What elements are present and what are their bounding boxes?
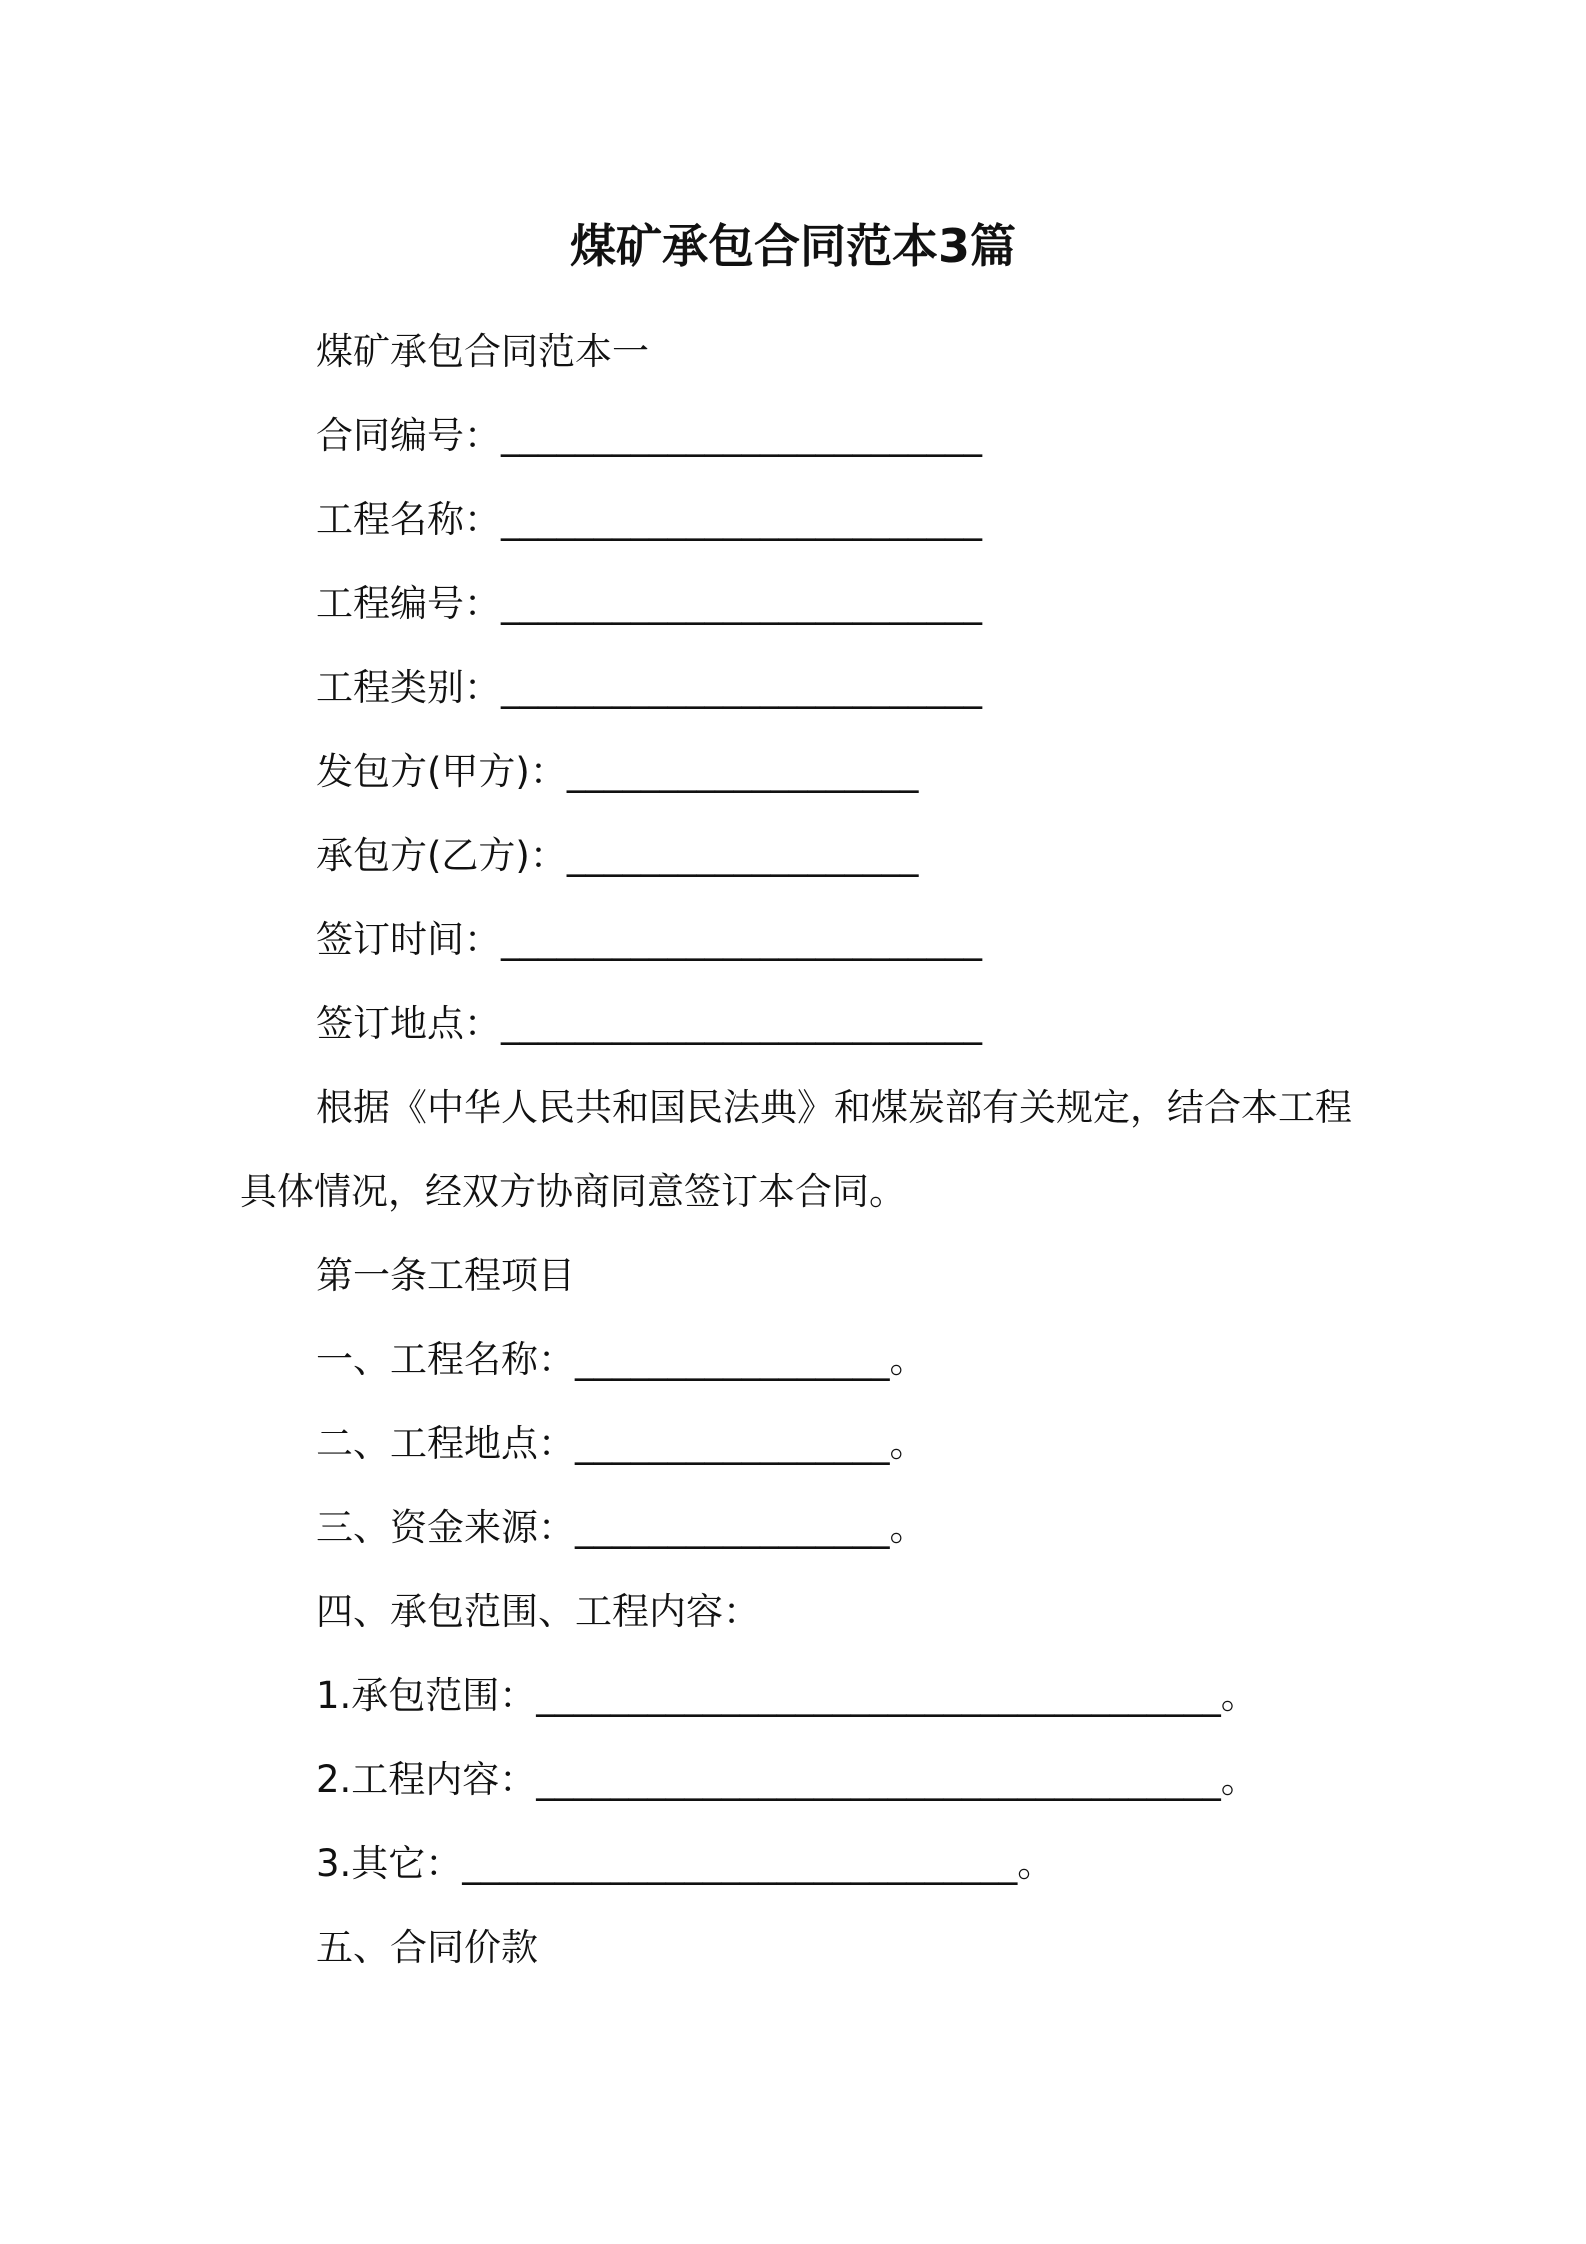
field-signing-time: 签订时间：__________________________: [316, 918, 982, 961]
item-contract-price-heading: 五、合同价款: [316, 1926, 538, 1969]
preamble-paragraph-line-2: 具体情况，经双方协商同意签订本合同。: [240, 1170, 906, 1213]
item-project-name: 一、工程名称：_________________。: [316, 1338, 927, 1381]
section-heading-contract-one: 煤矿承包合同范本一: [316, 330, 649, 373]
item-other: 3.其它：______________________________。: [316, 1842, 1055, 1885]
field-project-category: 工程类别：__________________________: [316, 666, 982, 709]
field-party-a: 发包方(甲方)：___________________: [316, 750, 919, 793]
field-signing-place: 签订地点：__________________________: [316, 1002, 982, 1045]
field-party-b: 承包方(乙方)：___________________: [316, 834, 919, 877]
article-one-heading: 第一条工程项目: [316, 1254, 575, 1297]
item-funding-source: 三、资金来源：_________________。: [316, 1506, 927, 1549]
item-project-location: 二、工程地点：_________________。: [316, 1422, 927, 1465]
field-project-name: 工程名称：__________________________: [316, 498, 982, 541]
field-project-number: 工程编号：__________________________: [316, 582, 982, 625]
item-contract-scope: 1.承包范围：_____________________________________。: [316, 1674, 1258, 1717]
item-scope-heading: 四、承包范围、工程内容：: [316, 1590, 760, 1633]
field-contract-number: 合同编号：__________________________: [316, 414, 982, 457]
preamble-paragraph-line-1: 根据《中华人民共和国民法典》和煤炭部有关规定，结合本工程: [316, 1086, 1352, 1129]
document-title: 煤矿承包合同范本3篇: [569, 219, 1016, 273]
item-project-content: 2.工程内容：_____________________________________。: [316, 1758, 1258, 1801]
